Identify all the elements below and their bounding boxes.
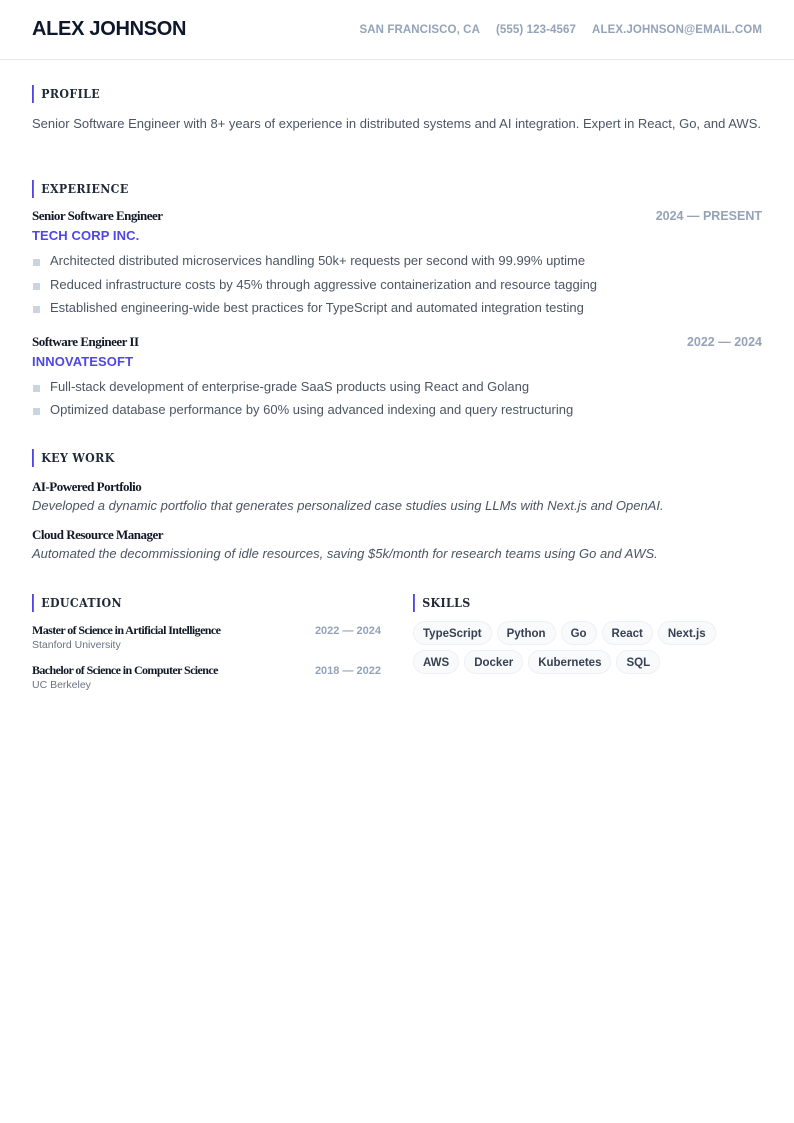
section-title-experience: EXPERIENCE [32, 180, 704, 198]
edu-degree: Bachelor of Science in Computer Science [32, 663, 218, 677]
edu-degree: Master of Science in Artificial Intelligence [32, 623, 221, 637]
job-role: Software Engineer II [32, 333, 139, 349]
bullet-text: Architected distributed microservices handling 50k+ requests per second with 99.99% uptime [50, 253, 586, 268]
skill-chip: SQL [616, 650, 660, 674]
edu-dates: 2022 — 2024 [314, 625, 381, 637]
list-item [32, 298, 762, 322]
resume-header [0, 0, 794, 60]
work-name: Cloud Resource Manager [32, 527, 164, 542]
skill-chip: Docker [464, 650, 523, 674]
skill-chip: Next.js [658, 621, 716, 645]
bullet-text: Optimized database performance by 60% using advanced indexing and query restructuring [50, 402, 574, 417]
skill-chip: Python [497, 621, 556, 645]
experience-section [32, 180, 762, 424]
contact-phone: (555) 123-4567 [496, 23, 577, 36]
work-description: Developed a dynamic portfolio that generates personalized case studies using LLMs with Next.js and OpenAI. [32, 498, 664, 513]
job-role: Senior Software Engineer [32, 208, 163, 223]
job-dates: 2022 — 2024 [686, 334, 762, 349]
list-item [32, 377, 762, 401]
work-description: Automated the decommissioning of idle resources, saving $5k/month for research teams using Go and AWS. [32, 546, 658, 561]
square-bullet-icon [33, 385, 40, 392]
skill-chips [413, 621, 763, 674]
contact-info [359, 24, 762, 36]
skill-chip: React [602, 621, 653, 645]
square-bullet-icon [33, 306, 40, 313]
education-item [32, 663, 381, 691]
square-bullet-icon [33, 408, 40, 415]
job-company: INNOVATESOFT [32, 353, 134, 369]
section-title-profile: PROFILE [32, 85, 704, 103]
job-dates: 2024 — PRESENT [655, 209, 762, 223]
list-item [32, 400, 762, 424]
edu-school: Stanford University [32, 639, 121, 651]
candidate-name: ALEX JOHNSON [32, 18, 187, 40]
contact-email[interactable]: ALEX.JOHNSON@EMAIL.COM [592, 23, 762, 36]
square-bullet-icon [33, 259, 40, 266]
profile-section [32, 85, 762, 134]
section-title-skills: SKILLS [413, 594, 735, 612]
job-bullets [32, 377, 762, 424]
job-entry [32, 208, 762, 322]
edu-school: UC Berkeley [32, 679, 91, 691]
profile-summary: Senior Software Engineer with 8+ years of experience in distributed systems and AI integration. Expert in React, Go, and AWS. [32, 116, 761, 131]
work-item [32, 479, 762, 513]
work-name: AI-Powered Portfolio [32, 479, 142, 494]
education-section [32, 594, 381, 691]
key-work-section [32, 449, 762, 561]
square-bullet-icon [33, 283, 40, 290]
bullet-text: Established engineering-wide best practices for TypeScript and automated integration testing [50, 300, 584, 315]
section-title-education: EDUCATION [32, 594, 353, 612]
contact-location: SAN FRANCISCO, CA [359, 23, 480, 36]
section-title-key-work: KEY WORK [32, 449, 704, 467]
skills-section [413, 594, 763, 674]
list-item [32, 275, 762, 299]
job-company: TECH CORP INC. [32, 228, 140, 243]
skill-chip: AWS [413, 650, 459, 674]
skill-chip: Go [561, 621, 597, 645]
edu-dates: 2018 — 2022 [314, 665, 381, 677]
bullet-text: Reduced infrastructure costs by 45% through aggressive containerization and resource tagging [50, 276, 598, 292]
work-item [32, 527, 762, 561]
job-entry [32, 334, 762, 424]
list-item [32, 251, 762, 275]
skill-chip: TypeScript [413, 621, 492, 645]
skill-chip: Kubernetes [528, 650, 611, 674]
job-bullets [32, 251, 762, 322]
education-item [32, 623, 381, 651]
bullet-text: Full-stack development of enterprise-grade SaaS products using React and Golang [50, 378, 530, 394]
